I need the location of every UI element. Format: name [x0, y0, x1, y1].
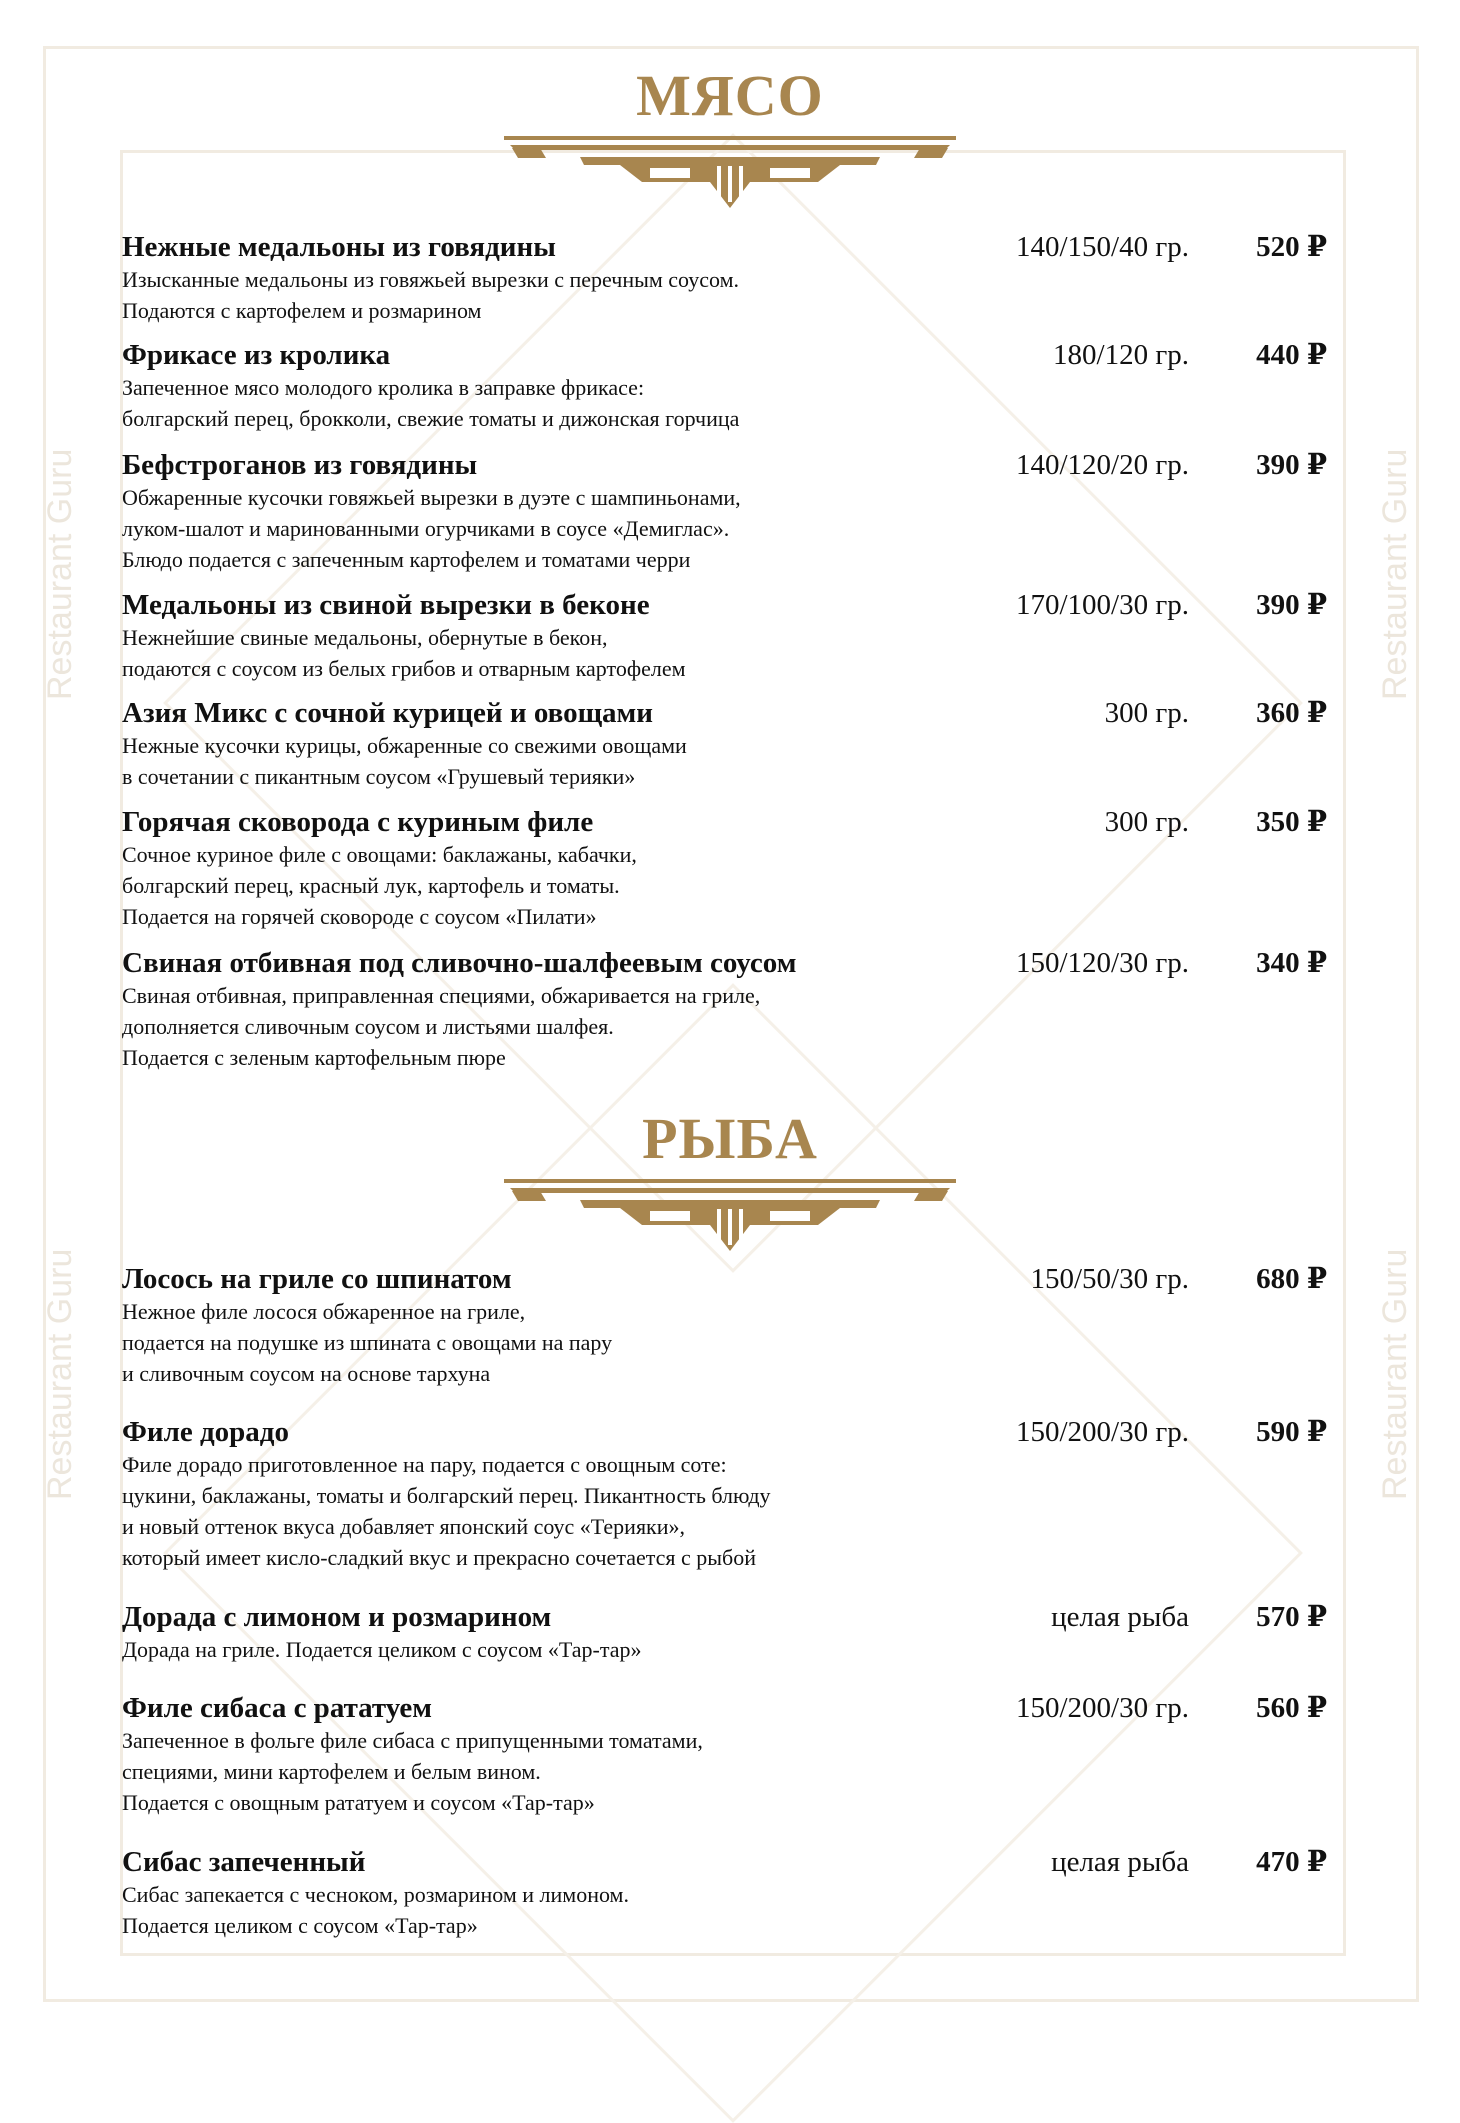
- dish-description: болгарский перец, красный лук, картофель и томаты.: [122, 873, 620, 898]
- dish-weight: 140/120/20 гр.: [1015, 449, 1189, 481]
- dish-description: Филе дорадо приготовленное на пару, подается с овощным соте:: [122, 1452, 727, 1477]
- dish-description: Дорада на гриле. Подается целиком с соусом «Тар-тар»: [122, 1637, 642, 1662]
- dish-price: 340 ₽: [1256, 947, 1327, 979]
- dish-description: Запеченное мясо молодого кролика в заправке фрикасе:: [122, 375, 645, 400]
- dish-price: 390 ₽: [1256, 449, 1327, 481]
- watermark-text: Restaurant Guru: [1376, 1248, 1414, 1500]
- dish-name: Филе сибаса с рататуем: [122, 1692, 433, 1724]
- dish-description: цукини, баклажаны, томаты и болгарский перец. Пикантность блюду: [122, 1483, 771, 1508]
- dish-description: подается на подушке из шпината с овощами на пару: [122, 1330, 613, 1355]
- dish-name: Бефстроганов из говядины: [122, 449, 478, 481]
- dish-price: 560 ₽: [1256, 1692, 1327, 1724]
- dish-weight: 150/120/30 гр.: [1015, 947, 1189, 979]
- menu-item: [122, 1600, 1327, 1665]
- dish-description: Подается на горячей сковороде с соусом «Пилати»: [122, 904, 597, 929]
- dish-weight: 180/120 гр.: [1053, 339, 1189, 371]
- menu-item: [122, 1691, 1327, 1818]
- dish-description: Подаются с картофелем и розмарином: [122, 298, 482, 323]
- dish-description: Подается целиком с соусом «Тар-тар»: [122, 1913, 478, 1938]
- dish-weight: целая рыба: [1051, 1601, 1189, 1633]
- menu-item: [122, 696, 1327, 792]
- dish-description: специями, мини картофелем и белым вином.: [122, 1759, 541, 1784]
- dish-price: 520 ₽: [1256, 231, 1327, 263]
- dish-description: Запеченное в фольге филе сибаса с припущенными томатами,: [122, 1728, 703, 1753]
- menu-item: [122, 230, 1327, 326]
- dish-description: Сочное куриное филе с овощами: баклажаны, кабачки,: [122, 842, 637, 867]
- dish-name: Горячая сковорода с куриным филе: [122, 806, 594, 838]
- dish-description: Обжаренные кусочки говяжьей вырезки в дуэте с шампиньонами,: [122, 485, 741, 510]
- dish-name: Лосось на гриле со шпинатом: [122, 1263, 512, 1295]
- dish-description: и новый оттенок вкуса добавляет японский соус «Терияки»,: [122, 1514, 686, 1539]
- dish-weight: 170/100/30 гр.: [1015, 589, 1189, 621]
- dish-name: Филе дорадо: [122, 1416, 289, 1448]
- dish-price: 470 ₽: [1256, 1846, 1327, 1878]
- menu-item: [122, 805, 1327, 932]
- section-title: МЯСО: [636, 63, 824, 128]
- dish-description: и сливочным соусом на основе тархуна: [122, 1361, 491, 1386]
- watermark-text: Restaurant Guru: [41, 1248, 79, 1500]
- dish-description: луком-шалот и маринованными огурчиками в соусе «Демиглас».: [122, 516, 730, 541]
- dish-description: Блюдо подается с запеченным картофелем и томатами черри: [122, 547, 691, 572]
- dish-description: Свиная отбивная, приправленная специями, обжаривается на гриле,: [122, 983, 761, 1008]
- dish-weight: 300 гр.: [1104, 697, 1189, 729]
- menu-item: [122, 338, 1327, 434]
- dish-weight: 150/200/30 гр.: [1015, 1692, 1189, 1724]
- watermark-text: Restaurant Guru: [41, 448, 79, 700]
- dish-price: 350 ₽: [1256, 806, 1327, 838]
- dish-weight: целая рыба: [1051, 1846, 1189, 1878]
- dish-name: Сибас запеченный: [122, 1846, 366, 1878]
- dish-name: Нежные медальоны из говядины: [122, 231, 556, 263]
- ornament-divider: [500, 134, 960, 214]
- dish-price: 440 ₽: [1256, 339, 1327, 371]
- dish-weight: 140/150/40 гр.: [1015, 231, 1189, 263]
- dish-price: 360 ₽: [1256, 697, 1327, 729]
- dish-description: болгарский перец, брокколи, свежие томаты и дижонская горчица: [122, 406, 740, 431]
- menu-item: [122, 1845, 1327, 1941]
- watermark-text: Restaurant Guru: [1376, 448, 1414, 700]
- dish-description: Подается с зеленым картофельным пюре: [122, 1045, 506, 1070]
- dish-weight: 150/50/30 гр.: [1030, 1263, 1189, 1295]
- dish-description: Подается с овощным рататуем и соусом «Тар-тар»: [122, 1790, 595, 1815]
- section-title: РЫБА: [642, 1106, 818, 1171]
- menu-item: [122, 588, 1327, 684]
- dish-description: Изысканные медальоны из говяжьей вырезки с перечным соусом.: [122, 267, 739, 292]
- dish-price: 390 ₽: [1256, 589, 1327, 621]
- dish-name: Фрикасе из кролика: [122, 339, 391, 371]
- dish-price: 570 ₽: [1256, 1601, 1327, 1633]
- dish-description: в сочетании с пикантным соусом «Грушевый терияки»: [122, 764, 636, 789]
- menu-item: [122, 448, 1327, 575]
- dish-description: который имеет кисло-сладкий вкус и прекрасно сочетается с рыбой: [122, 1545, 757, 1570]
- dish-weight: 300 гр.: [1104, 806, 1189, 838]
- dish-name: Азия Микс с сочной курицей и овощами: [122, 697, 654, 729]
- menu-item: [122, 946, 1327, 1073]
- dish-weight: 150/200/30 гр.: [1015, 1416, 1189, 1448]
- dish-price: 590 ₽: [1256, 1416, 1327, 1448]
- dish-description: Нежные кусочки курицы, обжаренные со свежими овощами: [122, 733, 687, 758]
- dish-name: Дорада с лимоном и розмарином: [122, 1601, 552, 1633]
- dish-description: подаются с соусом из белых грибов и отварным картофелем: [122, 656, 686, 681]
- ornament-divider: [500, 1177, 960, 1257]
- menu-item: [122, 1262, 1327, 1389]
- dish-description: Сибас запекается с чесноком, розмарином и лимоном.: [122, 1882, 629, 1907]
- dish-price: 680 ₽: [1256, 1263, 1327, 1295]
- dish-name: Свиная отбивная под сливочно-шалфеевым соусом: [122, 947, 797, 979]
- dish-description: Нежное филе лосося обжаренное на гриле,: [122, 1299, 526, 1324]
- dish-description: дополняется сливочным соусом и листьями шалфея.: [122, 1014, 614, 1039]
- menu-item: [122, 1415, 1327, 1573]
- dish-name: Медальоны из свиной вырезки в беконе: [122, 589, 650, 621]
- dish-description: Нежнейшие свиные медальоны, обернутые в бекон,: [122, 625, 608, 650]
